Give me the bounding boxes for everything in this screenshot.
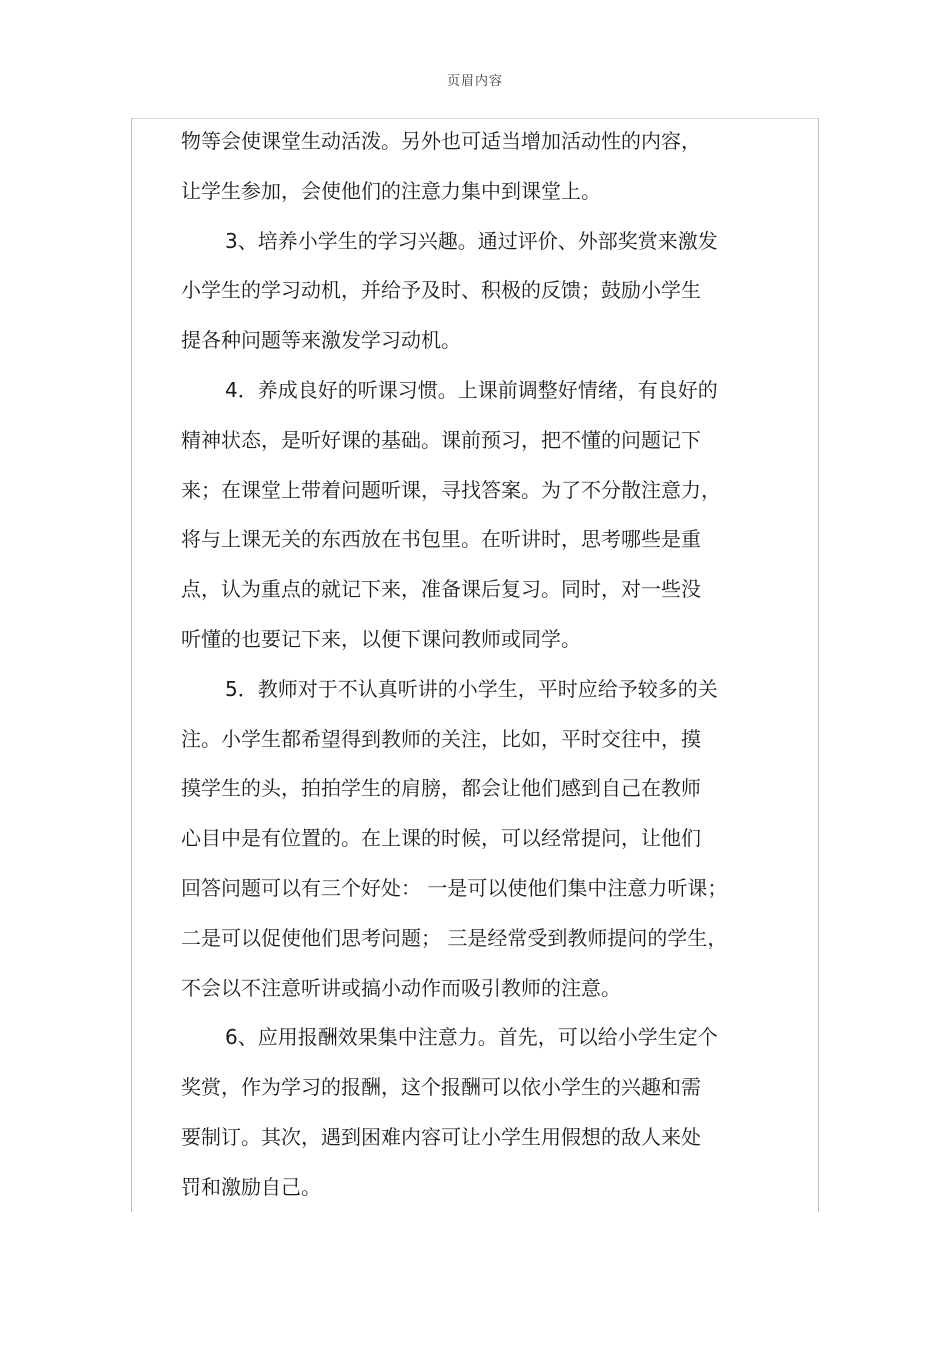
paragraph-start-6: 6、应用报酬效果集中注意力。首先，可以给小学生定个 — [225, 1025, 718, 1050]
text-line: 点，认为重点的就记下来，准备课后复习。同时，对一些没 — [181, 577, 701, 602]
text-line: 二是可以促使他们思考问题； 三是经常受到教师提问的学生， — [181, 925, 728, 950]
header-divider — [131, 118, 819, 119]
text-line: 让学生参加，会使他们的注意力集中到课堂上。 — [181, 178, 601, 203]
text-line: 心目中是有位置的。在上课的时候，可以经常提问，让他们 — [181, 826, 701, 851]
text-line: 听懂的也要记下来，以便下课问教师或同学。 — [181, 626, 581, 651]
text-line: 注。小学生都希望得到教师的关注，比如，平时交往中，摸 — [181, 726, 701, 751]
text-line: 精神状态，是听好课的基础。课前预习，把不懂的问题记下 — [181, 427, 701, 452]
paragraph-start-3: 3、培养小学生的学习兴趣。通过评价、外部奖赏来激发 — [225, 228, 718, 253]
text-line: 摸学生的头，拍拍学生的肩膀，都会让他们感到自己在教师 — [181, 776, 701, 801]
paragraph-start-5: 5．教师对于不认真听讲的小学生，平时应给予较多的关 — [225, 676, 718, 701]
text-line: 奖赏，作为学习的报酬，这个报酬可以依小学生的兴趣和需 — [181, 1075, 701, 1100]
text-line: 小学生的学习动机，并给予及时、积极的反馈；鼓励小学生 — [181, 278, 701, 303]
right-page-border — [818, 118, 819, 1212]
page-header: 页眉内容 — [446, 74, 503, 89]
text-line: 要制订。其次，遇到困难内容可让小学生用假想的敌人来处 — [181, 1124, 701, 1149]
left-page-border — [131, 118, 132, 1212]
text-line: 来；在课堂上带着问题听课，寻找答案。为了不分散注意力， — [181, 477, 721, 502]
text-line: 提各种问题等来激发学习动机。 — [181, 328, 461, 353]
document-body — [181, 121, 761, 1217]
text-line: 罚和激励自己。 — [181, 1174, 321, 1199]
text-line: 物等会使课堂生动活泼。另外也可适当增加活动性的内容， — [181, 129, 701, 153]
text-line: 将与上课无关的东西放在书包里。在听讲时，思考哪些是重 — [181, 527, 701, 552]
text-line: 不会以不注意听讲或搞小动作而吸引教师的注意。 — [181, 975, 621, 1000]
text-line: 回答问题可以有三个好处： 一是可以使他们集中注意力听课； — [181, 875, 728, 900]
paragraph-start-4: 4．养成良好的听课习惯。上课前调整好情绪，有良好的 — [225, 377, 718, 402]
